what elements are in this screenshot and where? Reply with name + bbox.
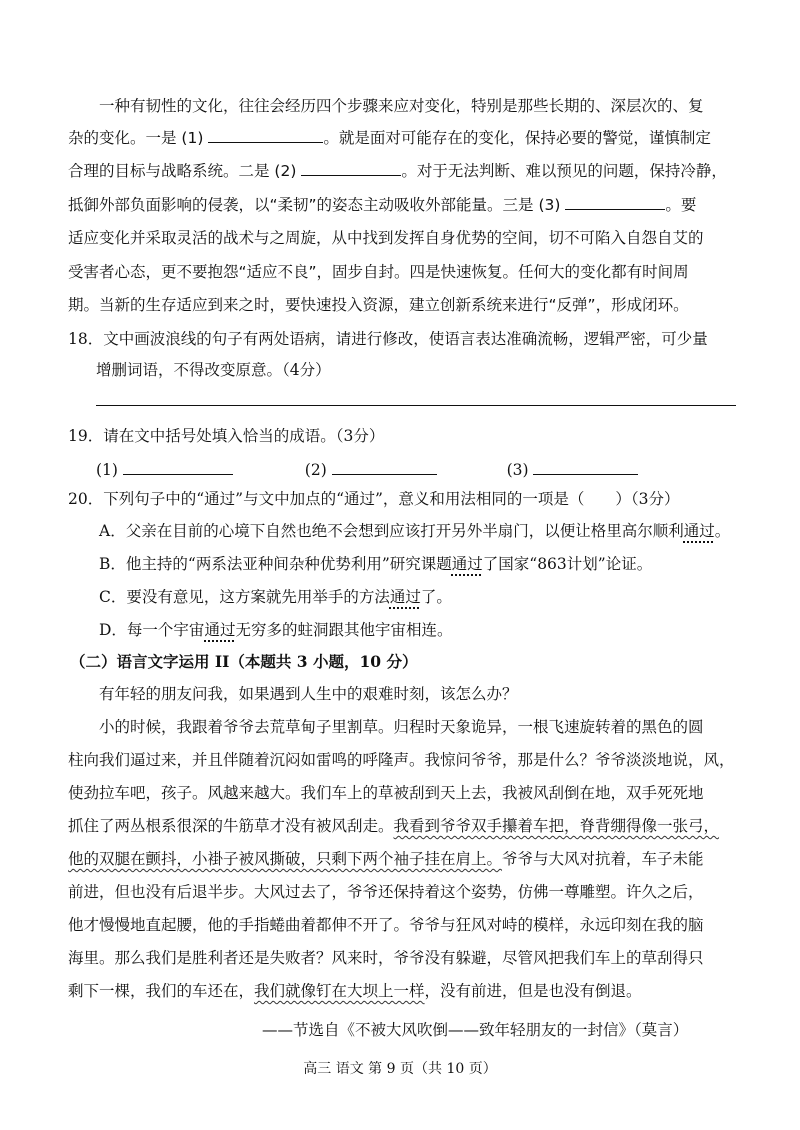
passage2-line8: 他才慢慢地直起腰，他的手指蜷曲着都伸不开了。爷爷与狂风对峙的模样，永远印刻在我的脑 (68, 916, 704, 934)
wavy-sentence-part2: 他的双腿在颤抖，小褂子被风撕破，只剩下两个袖子挂在肩上。 (68, 850, 503, 868)
q20-a-dotted: 通过 (683, 522, 715, 540)
q20-option-a[interactable] (99, 521, 779, 541)
q18-line1: 18．文中画波浪线的句子有两处语病，请进行修改，使语言表达准确流畅，逻辑严密，可少量 (68, 330, 708, 348)
q20-a-text: A．父亲在目前的心境下自然也绝不会想到应该打开另外半扇门，以便让格里高尔顺利 (99, 522, 684, 540)
q20-line1: 20．下列句子中的“通过”与文中加点的“通过”，意义和用法相同的一项是（ ）（3分） (68, 490, 680, 508)
passage2-source: ——节选自《不被大风吹倒——致年轻朋友的一封信》（莫言） (262, 1021, 689, 1039)
q20-c-end: 了。 (420, 588, 452, 606)
passage2-line10 (68, 981, 708, 1001)
q20-d-dotted: 通过 (204, 621, 236, 639)
passage1-line3-a: 合理的目标与战略系统。二是 (2) (68, 162, 297, 180)
q19-blanks (96, 459, 776, 480)
passage1-line4 (68, 194, 708, 215)
q18-answer-line[interactable] (96, 405, 736, 406)
passage1-line7: 期。当新的生存适应到来之时，要快速投入资源，建立创新系统来进行“反弹”，形成闭环。 (68, 296, 689, 314)
wavy-sentence-part1: 我看到爷爷双手攥着车把，脊背绷得像一张弓， (393, 817, 720, 835)
passage2-line7: 前进，但也没有后退半步。大风过去了，爷爷还保持着这个姿势，仿佛一尊雕塑。许久之后， (68, 883, 704, 901)
section2-title: （二）语言文字运用 II（本题共 3 小题，10 分） (70, 652, 418, 671)
passage1-line3-b: 。对于无法判断、难以预见的问题，保持冷静， (401, 162, 727, 180)
passage2-line6 (68, 849, 708, 869)
q19-line1: 19．请在文中括号处填入恰当的成语。（3分） (68, 427, 385, 445)
passage1-line2 (68, 127, 711, 148)
passage2-line10-a: 剩下一棵，我们的车还在， (68, 982, 255, 1000)
q19-blank2-label: (2) (304, 461, 327, 479)
wavy-sentence-part3: 我们就像钉在大坝上一样 (254, 982, 425, 1000)
passage1-line3 (68, 160, 727, 181)
passage2-line4: 使劲拉车吧，孩子。风越来越大。我们车上的草被刮到天上去，我被风刮倒在地，双手死死地 (68, 784, 704, 802)
passage1-line1: 一种有韧性的文化，往往会经历四个步骤来应对变化，特别是那些长期的、深层次的、复 (99, 97, 704, 115)
passage2-line10-c: ，没有前进，但是也没有倒退。 (424, 982, 642, 1000)
q18-line2: 增删词语，不得改变原意。（4分） (96, 361, 331, 379)
passage2-line2: 小的时候，我跟着爷爷去荒草甸子里割草。归程时天象诡异，一根飞速旋转着的黑色的圆 (99, 718, 704, 736)
q19-blank-2[interactable] (332, 459, 437, 475)
passage2-line1: 有年轻的朋友问我，如果遇到人生中的艰难时刻，该怎么办？ (99, 685, 518, 703)
passage1-line6: 受害者心态，更不要抱怨“适应不良”，固步自封。四是快速恢复。任何大的变化都有时间周 (68, 263, 689, 281)
passage1-line2-a: 杂的变化。一是 (1) (68, 129, 204, 147)
passage2-line6-b: 爷爷与大风对抗着，车子未能 (502, 850, 704, 868)
passage2-line5-a: 抓住了两丛根系很深的牛筋草才没有被风刮走。 (68, 817, 394, 835)
q20-a-end: 。 (714, 522, 731, 540)
page-footer: 高三 语文 第 9 页（共 10 页） (303, 1061, 497, 1077)
q19-blank-3[interactable] (533, 459, 638, 475)
q20-d-text: D．每一个宇宙 (99, 621, 205, 639)
q19-blank3-label: (3) (506, 461, 529, 479)
q19-blank1-label: (1) (96, 461, 118, 479)
passage1-line4-b: 。要 (665, 196, 697, 214)
q19-blank-1[interactable] (123, 459, 233, 475)
passage1-line4-a: 抵御外部负面影响的侵袭，以“柔韧”的姿态主动吸收外部能量。三是 (3) (68, 196, 561, 214)
blank-2[interactable] (301, 160, 401, 176)
q20-option-b[interactable] (99, 554, 779, 574)
q20-c-dotted: 通过 (389, 588, 421, 606)
passage2-line5 (68, 816, 720, 836)
q20-d-end: 无穷多的蛀洞跟其他宇宙相连。 (235, 621, 453, 639)
passage1-line5: 适应变化并采取灵活的战术与之周旋，从中找到发挥自身优势的空间，切不可陷入自怨自艾的 (68, 229, 704, 247)
q20-b-end: 了国家“863计划”论证。 (482, 555, 653, 573)
blank-1[interactable] (208, 127, 323, 143)
blank-3[interactable] (565, 194, 665, 210)
passage2-line9: 海里。那么我们是胜利者还是失败者？风来时，爷爷没有躲避，尽管风把我们车上的草刮得只 (68, 949, 704, 967)
passage1-line2-b: 。就是面对可能存在的变化，保持必要的警觉，谨慎制定 (323, 129, 711, 147)
passage2-line3: 柱向我们逼过来，并且伴随着沉闷如雷鸣的呼隆声。我惊问爷爷，那是什么？爷爷淡淡地说，风， (68, 751, 735, 769)
q20-b-text: B．他主持的“两系法亚种间杂种优势利用”研究课题 (99, 555, 452, 573)
q20-option-c[interactable] (99, 587, 779, 607)
q20-c-text: C．要没有意见，这方案就先用举手的方法 (99, 588, 390, 606)
q20-option-d[interactable] (99, 620, 779, 640)
q20-b-dotted: 通过 (451, 555, 483, 573)
